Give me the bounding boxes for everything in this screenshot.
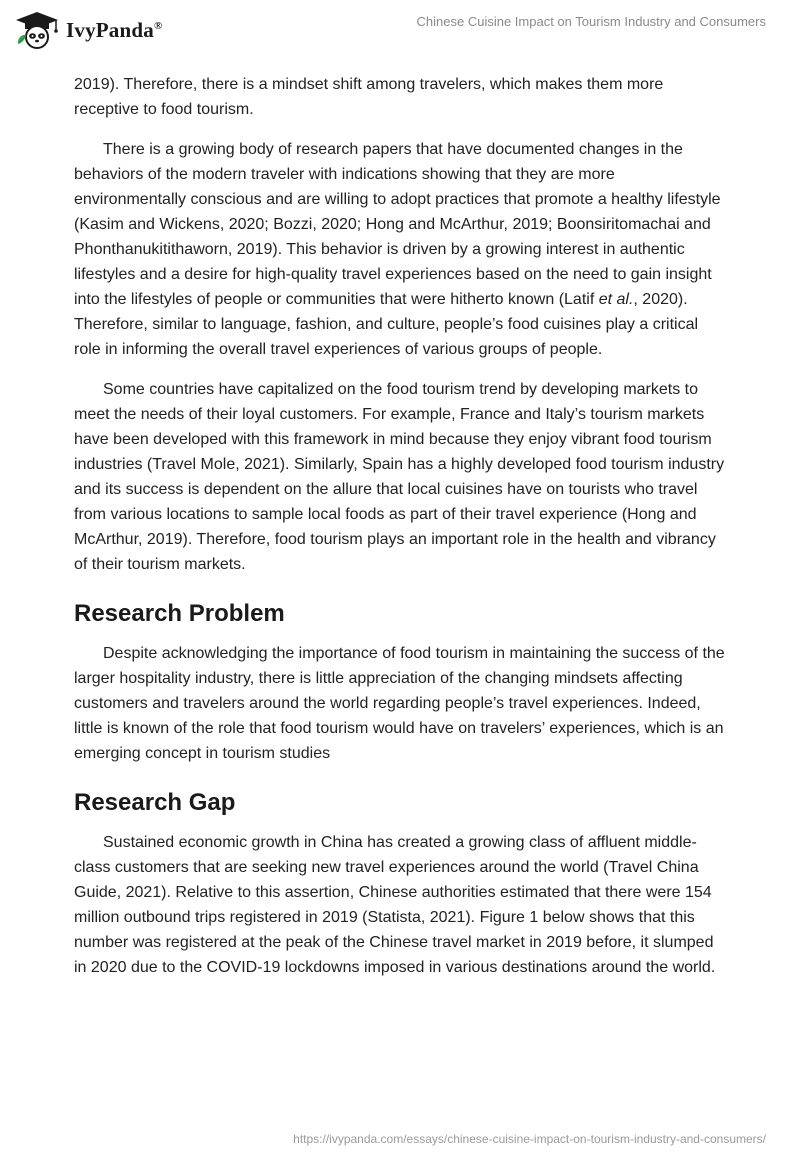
paragraph-modern-traveler: There is a growing body of research papers that have documented changes in the behaviors of the modern traveler with indications showing that they are more environmentally conscious and are willing to adopt practices that promote a healthy lifestyle (Kasim and Wickens, 2020; Bozzi, 2020; Hong and McArthur, 2019; Boonsiritomachai and Phonthanukitithaworn, 2019). This behavior is driven by a growing interest in authentic lifestyles and a desire for high-quality travel experiences based on the need to gain insight into the lifestyles of people or communities that were hitherto known (Latif et al., 2020). Therefore, similar to language, fashion, and culture, people’s food cuisines play a critical role in informing the overall travel experiences of various groups of people. [74,141,721,358]
brand-logo[interactable] [14,10,162,50]
paragraph-food-tourism-markets: Some countries have capitalized on the food tourism trend by developing markets to meet the needs of their loyal customers. For example, France and Italy’s tourism markets have been developed with this framework in mind because they enjoy vibrant food tourism industries (Travel Mole, 2021). Similarly, Spain has a highly developed food tourism industry and its success is dependent on the allure that local cuisines have on tourists who travel from various locations to sample local foods as part of their travel experience (Hong and McArthur, 2019). Therefore, food tourism plays an important role in the health and vibrancy of their tourism markets. [74,381,725,573]
panda-logo-icon [14,10,60,50]
citation-italic: et al. [598,291,634,308]
essay-body [74,72,728,980]
heading-research-gap: Research Gap [74,789,236,816]
paragraph-research-gap: Sustained economic growth in China has created a growing class of affluent middle-class customers that are seeking new travel experiences around the world (Travel China Guide, 2021). Relative to this assertion, Chinese authorities estimated that there were 154 million outbound trips registered in 2019 (Statista, 2021). Figure 1 below shows that this number was registered at the peak of the Chinese travel market in 2019 before, it slumped in 2020 due to the COVID-19 lockdowns imposed in various destinations around the world. [74,834,716,976]
brand-name: IvyPanda® [66,17,163,42]
heading-research-problem: Research Problem [74,600,285,627]
page-header [0,0,800,60]
paragraph-continuation: 2019). Therefore, there is a mindset shift among travelers, which makes them more receptive to food tourism. [74,76,664,118]
source-url-link[interactable]: https://ivypanda.com/essays/chinese-cuisine-impact-on-tourism-industry-and-consumers/ [293,1132,766,1146]
paragraph-research-problem: Despite acknowledging the importance of food tourism in maintaining the success of the larger hospitality industry, there is little appreciation of the changing mindsets affecting customers and travelers around the world regarding people’s travel experiences. Indeed, little is known of the role that food tourism would have on travelers’ experiences, which is an emerging concept in tourism studies [74,645,725,762]
document-title: Chinese Cuisine Impact on Tourism Industry and Consumers [416,14,766,29]
